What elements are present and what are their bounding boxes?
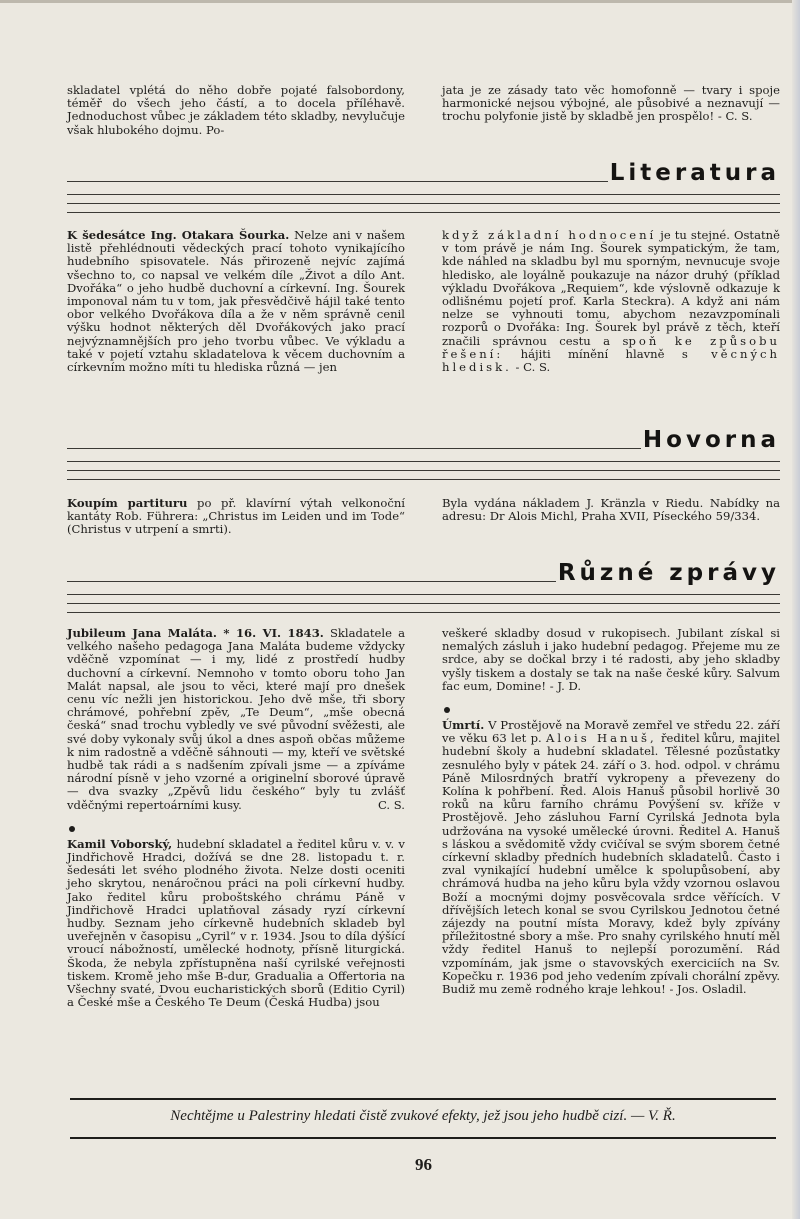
- article-body: Skladatele a velkého našeho pedagoga Jana Maláta budeme vždycky vděčně vzpomínat — i my, lidé z prostředí hudby duchovní a církevní. Nemnoho v tomto oboru toho Jan Malát napsal, ale jsou to věci, které mají pro dnešek cenu víc nežli jen historickou. Jeho dvě mše, tři sbory chrámové, pohřební zpěv, „Te Deum“, „mše obecná česká“ snad trochu vybledly ve své původní svěžesti, ale své doby vykonaly svůj úkol a dnes aspoň občas můžeme k nim radostně a vděčně sáhnouti — my, kteří ve světské hudbě tak rádi a s nadšením zpívali jsme — a zpíváme národní písně v jeho vzorné a originelní sborové úpravě — dva svazky „Zpěvů lidu českého“ byly tu zvlášť vděčnými repertoárními kusy.: [67, 626, 406, 812]
- literatura-right-column: [442, 229, 780, 374]
- article-body: V Prostějově na Moravě zemřel ve středu 22. září ve věku 63 let p.: [442, 718, 780, 746]
- section-heading-literatura: [67, 160, 780, 213]
- ruzne-right-column: [442, 627, 780, 1009]
- article-body: je tu stejné. Ostatně v tom právě je nám Ing. Šourek sympatickým, že tam, kde náhled na skladbu byl mu sporným, nevnucuje svoje hledisko, ale loyálně poukazuje na názor druhý (příklad výkladu Dvořákova „Requiem“, kde výslovně odkazuje k odlišnému pojetí prof. Karla Steckra). A když ani nám nelze se vyhnouti tomu, abychom nezavzpomínali rozporů o Dvořáka: Ing. Šourek byl právě z těch, kteří značili správnou cestu a s: [442, 228, 780, 348]
- news-item-hanus-obituary: [442, 719, 780, 996]
- continued-text-right: jata je ze zásady tato věc homofonně — tvary i spoje harmonické nejsou výbojné, ale působivé a neznavují — trochu polyfonie jistě by skladbě jen prospělo! - C. S.: [442, 83, 780, 124]
- section-heading-ruzne-zpravy: [67, 560, 780, 613]
- article-body: Nelze ani v našem listě přehlédnouti vědeckých prací tohoto vynikajícího hudebního spisovatele. Nás přirozeně nejvíc zajímá všechno to, co napsal ve velkém díle „Život a dílo Ant. Dvořáka“ o jeho hudbě duchovní a církevní. Ing. Šourek imponoval nám tu v tom, jak přesvědčivě hájil také tento obor velkého Dvořákova díla a že v něm správně cenil výšku hodnot některých děl Dvořákových jako prací nejvýznamnějších pro jeho tvorbu vůbec. Ve výkladu a také v pojetí vztahu skladatelova k věcem duchovním a církevním možno míti tu hlediska různá — jen: [67, 228, 406, 375]
- bullet-separator: [69, 826, 75, 832]
- bullet-separator: [444, 707, 450, 713]
- section-title: Hovorna: [642, 427, 780, 453]
- news-item-malat: [67, 627, 405, 812]
- ruzne-zpravy-articles: [67, 627, 780, 1009]
- article-lead: Koupím partituru: [67, 496, 188, 510]
- heading-rule: [67, 581, 556, 582]
- article-body: Byla vydána nákladem J. Kränzla v Riedu. Nabídky na adresu: Dr Alois Michl, Praha XVII, Píseckého 59/334.: [442, 496, 780, 524]
- page-top-edge: [0, 0, 800, 3]
- heading-rule: [67, 603, 780, 604]
- footer-quote: Nechtějme u Palestriny hledati čistě zvukové efekty, jež jsou jeho hudbě cizí. — V. Ř.: [170, 1108, 676, 1124]
- signature: - C. S.: [511, 360, 551, 375]
- page-right-edge: [792, 0, 800, 1219]
- article-body: po př. klavírní výtah velkonoční kantáty Rob. Führera: „Christus im Leiden und im Tode“ (Christus v utrpení a smrti).: [67, 496, 406, 537]
- heading-rule: [67, 470, 780, 471]
- spaced-emphasis: když základní hodnocení: [442, 228, 657, 242]
- signature: C. S.: [377, 797, 405, 812]
- literatura-left-column: [67, 229, 405, 374]
- page-number: 96: [415, 1155, 432, 1174]
- article-lead: K šedesátce Ing. Otakara Šourka.: [67, 228, 290, 242]
- news-item-voborsky: [67, 838, 405, 1010]
- hovorna-right-column: [442, 497, 780, 537]
- news-item-voborsky-continued: veškeré skladby dosud v rukopisech. Jubilant získal si nemalých zásluh i jako hudební pedagog. Přejeme mu ze srdce, aby se dočkal brzy i té radosti, aby jeho skladby vyšly tiskem a dostaly se tak na naše české kůry. Salvum fac eum, Domine! - J. D.: [442, 626, 780, 693]
- heading-rule: [67, 479, 780, 480]
- quote-rule-bottom: [70, 1137, 776, 1139]
- article-lead: Jubileum Jana Maláta. * 16. VI. 1843.: [67, 626, 324, 640]
- literatura-article: [67, 229, 780, 374]
- section-heading-hovorna: [67, 427, 780, 480]
- heading-rule: [67, 194, 780, 195]
- hovorna-left-column: [67, 497, 405, 537]
- heading-rule: [67, 212, 780, 213]
- heading-rule: [67, 594, 780, 595]
- article-body: hájiti mínění hlavně: [503, 346, 682, 361]
- continued-article-right: [442, 84, 780, 137]
- spaced-emphasis: poň ke způsobu řešení:: [442, 333, 780, 361]
- heading-rule: [67, 612, 780, 613]
- continued-text-left: skladatel vplétá do něho dobře pojaté falsobordony, téměř do všech jeho částí, a to docela příléhavě. Jednoduchost vůbec je základem této skladby, nevylučuje však hlubokého dojmu. Po-: [67, 83, 405, 137]
- article-lead: Kamil Voborský,: [67, 836, 173, 851]
- section-title: Literatura: [609, 160, 780, 186]
- heading-rule: [67, 461, 780, 462]
- heading-rule: [67, 181, 608, 182]
- hovorna-article: [67, 497, 780, 537]
- ruzne-left-column: [67, 627, 405, 1009]
- heading-rule: [67, 448, 641, 449]
- spaced-emphasis: Alois Hanuš,: [546, 731, 657, 746]
- spaced-emphasis: s věcných hledisk.: [442, 346, 780, 375]
- continued-article: [67, 84, 780, 137]
- heading-rule: [67, 203, 780, 204]
- section-title: Různé zprávy: [557, 560, 780, 586]
- footer-quote-box: [70, 1098, 776, 1139]
- article-body: hudební skladatel a ředitel kůru v. v. v Jindřichově Hradci, dožívá se dne 28. listopadu t. r. šedesáti let svého plodného života. Nelze dosti oceniti jeho skrytou, nenáročnou práci na poli církevní hudby. Jako ředitel kůru proboštského chrámu Páně v Jindřichově Hradci uplatňoval zásady ryzí církevní hudby. Seznam jeho církevně hudebních skladeb byl uveřejněn v časopisu „Cyril“ v r. 1934. Jsou to díla dýšící vroucí nábožností, umělecké hodnoty, přísně liturgická. Škoda, že nebyla zpřístupněna naší cyrilské veřejnosti tiskem. Kromě jeho mše B-dur, Gradualia a Offertoria na Všechny svaté, Dvou eucharistických sborů (Editio Cyril) a České mše a Českého Te Deum (Česká Hudba) jsou: [67, 836, 405, 1010]
- continued-article-left: [67, 84, 405, 137]
- article-lead: Úmrtí.: [442, 718, 485, 733]
- article-body: ředitel kůru, majitel hudební školy a hudební skladatel. Tělesné pozůstatky zesnulého byly v pátek 24. září o 3. hod. odpol. v chrámu Páně Milosrdných bratří vykropeny a převezeny do Kolína k pohřbení. Řed. Alois Hanuš působil horlivě 30 roků na kůru farního chrámu Povýšení sv. kříže v Prostějově. Jeho zásluhou Farní Cyrilská Jednota byla udržována na vysoké umělecké úrovni. Ředitel A. Hanuš s láskou a svědomitě vždy cvičíval se svým sborem četné církevní skladby předních hudebních skladatelů. Často i zval vynikající hudební umělce k spolupůsobení, aby chrámová hudba na jeho kůru byla vždy vzornou oslavou Boží a mocnými dojmy posvěcovala srdce věřících. V dřívějších letech konal se svou Cyrilskou Jednotou četné zájezdy na poutní místa Moravy, kdež byly zpívány příležitostné sbory a mše. Pro snahy cyrilského hnutí měl vždy ředitel Hanuš to nejlepší porozumění. Rád vzpomínám, jak jsme o stavovských exerciciích na Sv. Kopečku r. 1936 pod jeho vedením zpívali chorální zpěvy. Budiž mu země rodného kraje lehkou! - Jos. Osladil.: [442, 731, 780, 997]
